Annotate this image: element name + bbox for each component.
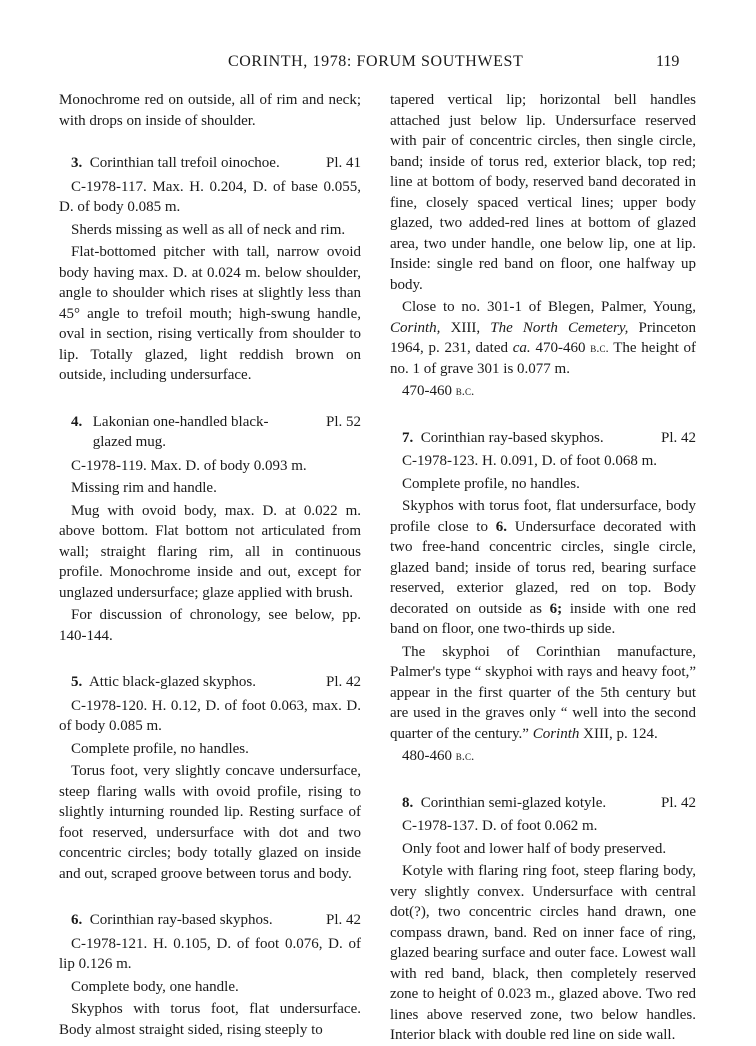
plate-reference: Pl. 42: [660, 429, 696, 446]
discussion-text: The skyphoi of Corinthian manufacture, Palmer's type “ skyphoi with rays and heavy foot,” appear in the first quarter of the 5th century but are used in the graves only “ well into the second quarter of the century.”: [390, 643, 696, 742]
entry-title: Corinthian semi-glazed kotyle.: [420, 794, 607, 811]
entry-description: [390, 496, 696, 640]
entry-preservation: Missing rim and handle.: [71, 480, 217, 496]
entry-title: Corinthian ray-based skyphos.: [89, 912, 273, 928]
plate-reference: Pl. 52: [325, 413, 361, 430]
description-text: inside with one red band on floor, one two-thirds up side.: [390, 600, 697, 637]
catalogue-entry-8: [390, 793, 696, 1046]
entry-discussion: For discussion of chronology, see below, pp. 140-144.: [59, 607, 361, 644]
entry-description: Torus foot, very slightly concave undersurface, steep flaring walls with ovoid profile, rising to slightly inturning rounded lip. Resting surface of foot reserved, undersurface with dot and two concentric circles; body totally glazed on inside and out, scraped groove between torus and body.: [59, 763, 361, 882]
date-era: b.c.: [455, 383, 475, 398]
comparanda-series: Corinth,: [390, 319, 441, 336]
continued-description: tapered vertical lip; horizontal bell handles attached just below lip. Undersurface reserved with pair of concentric circles, then single circle, band; inside of torus red, exterior black, top red; line at bottom of body, reserved band decorated in fine, closely spaced vertical lines; upper body glazed, two added-red lines at bottom of glazed area, two under handle, one below lip, one at lip. Inside: single red band on floor, one halfway up body.: [390, 92, 696, 293]
entry-inventory: C-1978-120. H. 0.12, D. of foot 0.063, max. D. of body 0.085 m.: [59, 697, 361, 734]
entry-date: [390, 381, 696, 402]
comparanda-volume: XIII,: [450, 319, 481, 336]
entry-number: 8.: [402, 794, 414, 811]
date-era: b.c.: [455, 748, 475, 763]
description-text: Skyphos with torus foot, flat undersurface, body profile close to: [390, 498, 696, 535]
catalogue-entry-7: [390, 428, 696, 767]
comparanda-date: 470-460: [535, 340, 586, 356]
plate-reference: Pl. 41: [325, 155, 361, 171]
entry-preservation: Sherds missing as well as all of neck and rim.: [71, 221, 346, 238]
entry-number: 5.: [71, 674, 83, 690]
catalogue-entry-3: [59, 153, 361, 386]
discussion-series: Corinth: [532, 725, 580, 742]
plate-reference: Pl. 42: [325, 912, 361, 928]
entry-description: Flat-bottomed pitcher with tall, narrow ovoid body having max. D. at 0.024 m. below shoulder, angle to shoulder which rises at slightly less than 45° angle to trefoil mouth; high-swung handle, oval in section, rising vertically from shoulder to lip. Totally glazed, light reddish brown on outside, including undersurface.: [59, 244, 361, 383]
page-header: [0, 0, 756, 80]
date-range: 470-460: [402, 383, 452, 399]
discussion-text: XIII, p. 124.: [583, 725, 658, 742]
comparanda-text: Close to no. 301-1 of Blegen, Palmer, Young,: [402, 299, 696, 315]
intro-paragraph: Monochrome red on outside, all of rim and neck; with drops on inside of shoulder.: [59, 92, 361, 129]
cross-reference: 6;: [549, 600, 563, 617]
catalogue-entry-4: [59, 412, 361, 647]
entry-heading: [390, 428, 696, 449]
page-number: 119: [656, 53, 680, 70]
plate-reference: Pl. 42: [660, 794, 696, 811]
entry-inventory: C-1978-121. H. 0.105, D. of foot 0.076, D. of lip 0.126 m.: [59, 935, 361, 972]
date-range: 480-460: [402, 748, 452, 764]
entry-number: 3.: [71, 155, 83, 171]
comparanda-era: b.c.: [590, 340, 609, 355]
entry-title: Lakonian one-handled black-glazed mug.: [92, 413, 269, 450]
entry-discussion: [390, 642, 696, 745]
plate-reference: Pl. 42: [325, 674, 361, 690]
entry-heading: [59, 910, 361, 931]
entry-number: 6.: [71, 912, 83, 928]
description-text: Undersurface decorated with two free-hand concentric circles, single circle, glazed band; inside of torus red, bearing surface reserved, exterior glazed, red on top. Body decorated on outside as: [390, 518, 697, 617]
entry-preservation: Complete profile, no handles.: [402, 475, 580, 492]
comparanda-book-title: The North Cemetery,: [490, 319, 629, 336]
entry-heading: [59, 672, 361, 693]
entry-date: [390, 746, 696, 767]
entry-number: 4.: [71, 413, 83, 430]
entry-preservation: Complete profile, no handles.: [71, 740, 249, 757]
comparanda-text: Princeton 1964, p. 231, dated: [390, 319, 697, 356]
catalogue-entry-6: [59, 910, 361, 1040]
comparanda-circa: ca.: [512, 340, 531, 356]
comparanda-paragraph: [390, 297, 696, 379]
left-column: [59, 90, 361, 1040]
entry-title: Attic black-glazed skyphos.: [88, 674, 256, 690]
entry-description: Skyphos with torus foot, flat undersurface. Body almost straight sided, rising steeply to: [59, 1001, 361, 1038]
entry-description: Kotyle with flaring ring foot, steep flaring body, very slightly convex. Undersurface with central dot(?), two concentric circles hand drawn, one compass drawn, band. Red on inner face of ring, glazed bearing surface and outer face. Lowest wall with red band, black, then completely reserved zone to height of 0.023 m., glazed above. Two red lines above reserved zone, two below handles. Interior black with double red line on side wall.: [390, 863, 696, 1043]
entry-heading: [390, 793, 696, 814]
running-title: CORINTH, 1978: FORUM SOUTHWEST: [228, 53, 524, 70]
entry-preservation: Complete body, one handle.: [71, 978, 239, 995]
cross-reference: 6.: [495, 518, 507, 535]
entry-heading: [59, 412, 361, 453]
entry-number: 7.: [402, 429, 414, 446]
entry-inventory: C-1978-137. D. of foot 0.062 m.: [402, 818, 598, 834]
entry-inventory: C-1978-123. H. 0.091, D. of foot 0.068 m.: [402, 453, 657, 469]
entry-title: Corinthian ray-based skyphos.: [420, 429, 604, 446]
right-column: [390, 90, 696, 1046]
entry-heading: [59, 153, 361, 174]
entry-description: Mug with ovoid body, max. D. at 0.022 m. above bottom. Flat bottom not articulated from wall; straight flaring rim, all in continuous profile. Monochrome inside and out, except for unglazed undersurface; glaze applied with brush.: [59, 502, 361, 601]
entry-preservation: Only foot and lower half of body preserved.: [402, 840, 667, 857]
entry-inventory: C-1978-117. Max. H. 0.204, D. of base 0.055, D. of body 0.085 m.: [59, 178, 361, 215]
entry-inventory: C-1978-119. Max. D. of body 0.093 m.: [71, 457, 307, 474]
catalogue-entry-5: [59, 672, 361, 884]
entry-title: Corinthian tall trefoil oinochoe.: [89, 155, 280, 171]
comparanda-text: The height of no. 1 of grave 301 is 0.077 m.: [390, 340, 697, 377]
